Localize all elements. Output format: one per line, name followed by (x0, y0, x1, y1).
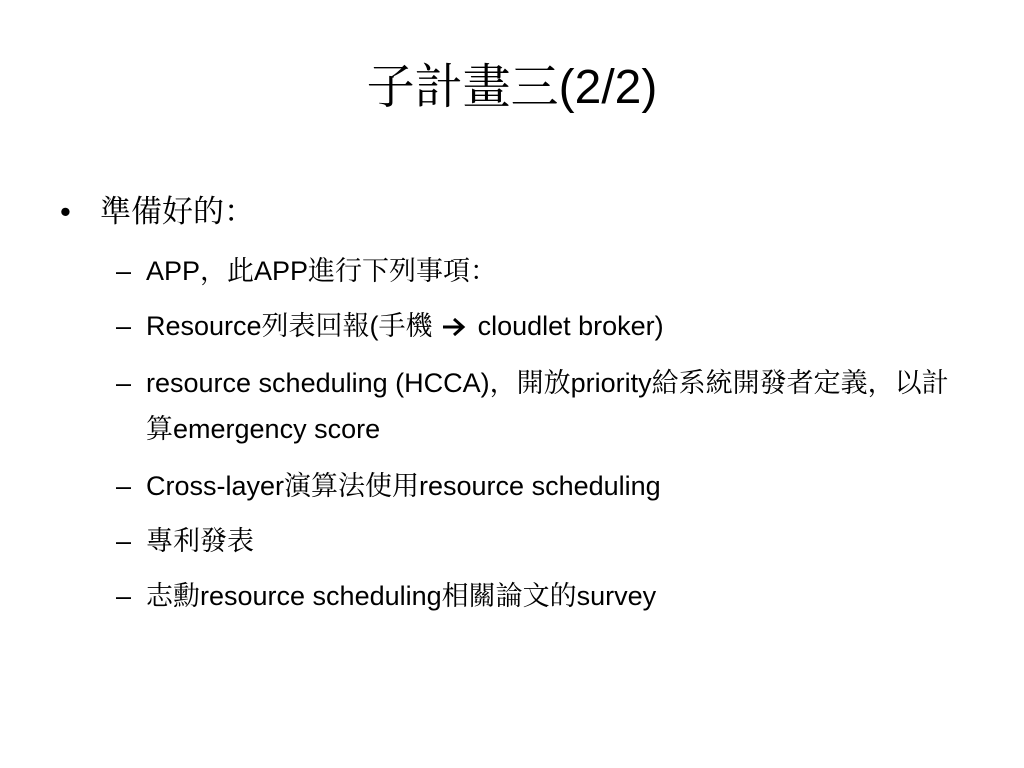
sub-item-text: resource scheduling (HCCA)，開放priority給系統開發者定義，以計算emergency score (146, 368, 949, 444)
sub-item-app (56, 250, 956, 292)
bullet-text: 準備好的： (100, 194, 255, 229)
sub-bullet-list (56, 250, 956, 630)
sub-item-text: APP，此APP進行下列事項： (146, 256, 498, 286)
bullet-list (56, 190, 956, 242)
sub-item-text: 志勳resource scheduling相關論文的survey (146, 581, 657, 611)
dash-icon: – (116, 311, 132, 341)
dash-icon: – (116, 471, 132, 501)
sub-item-cross-layer (56, 465, 956, 507)
right-arrow-icon (442, 317, 466, 337)
sub-item-resource-scheduling (56, 360, 956, 452)
dash-icon: – (116, 526, 132, 556)
sub-item-text-before: Resource列表回報(手機 (146, 311, 433, 341)
sub-item-text: 專利發表 (146, 526, 254, 556)
sub-item-resource-report (56, 305, 956, 347)
bullet-dot-icon: • (60, 194, 71, 229)
dash-icon: – (116, 256, 132, 286)
bullet-item-ready (56, 190, 956, 234)
sub-item-text: Cross-layer演算法使用resource scheduling (146, 471, 661, 501)
sub-item-patent (56, 520, 956, 562)
dash-icon: – (116, 368, 132, 398)
sub-item-survey (56, 575, 956, 617)
dash-icon: – (116, 581, 132, 611)
sub-item-text-after: cloudlet broker) (477, 311, 664, 341)
slide-title: 子計畫三(2/2) (366, 61, 658, 114)
